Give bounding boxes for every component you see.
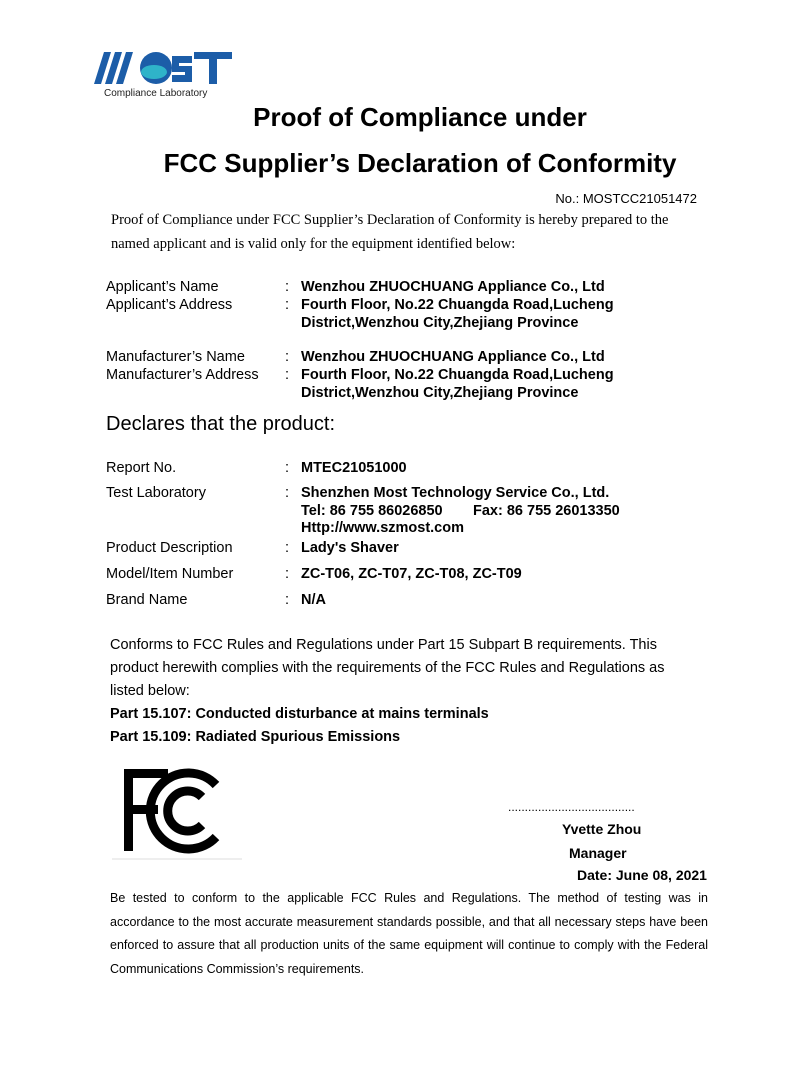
applicant-name-value: Wenzhou ZHUOCHUANG Appliance Co., Ltd (301, 279, 605, 295)
part-15-107: Part 15.107: Conducted disturbance at mains terminals (110, 706, 489, 722)
applicant-address-line1: Fourth Floor, No.22 Chuangda Road,Lucheng (301, 297, 614, 313)
model-number-label: Model/Item Number (106, 566, 234, 582)
logo-subtitle: Compliance Laboratory (104, 88, 208, 99)
brand-name-label: Brand Name (106, 592, 188, 608)
applicant-name-label: Applicant’s Name (106, 279, 219, 295)
test-lab-url: Http://www.szmost.com (301, 520, 464, 536)
manufacturer-address-line2: District,Wenzhou City,Zhejiang Province (301, 385, 579, 401)
colon: : (285, 485, 290, 501)
declares-heading: Declares that the product: (106, 413, 336, 435)
footer-statement: Be tested to conform to the applicable FCC Rules and Regulations. The method of testing was in accordance to the most accurate measurement standards possible, and that all necessary steps have been enforced to assure that all production units of the same equipment will continue to comply with the Federal Communications Commission’s requirements. (110, 891, 708, 976)
manufacturer-name-value: Wenzhou ZHUOCHUANG Appliance Co., Ltd (301, 349, 605, 365)
applicant-address-label: Applicant’s Address (106, 297, 233, 313)
test-lab-name: Shenzhen Most Technology Service Co., Ltd. (301, 485, 610, 501)
signer-name: Yvette Zhou (562, 821, 642, 837)
colon: : (285, 297, 290, 313)
page-title-line1: Proof of Compliance under (253, 102, 587, 132)
manufacturer-name-label: Manufacturer’s Name (106, 349, 245, 365)
page-title-line2: FCC Supplier’s Declaration of Conformity (163, 148, 677, 178)
colon: : (285, 540, 290, 556)
brand-name-value: N/A (301, 592, 326, 608)
signature-line: ...................................... (508, 800, 635, 814)
signer-title: Manager (569, 845, 627, 861)
report-no-value: MTEC21051000 (301, 460, 407, 476)
intro-line2: named applicant and is valid only for the equipment identified below: (111, 236, 516, 252)
conforms-line1: Conforms to FCC Rules and Regulations under Part 15 Subpart B requirements. This (110, 637, 657, 653)
colon: : (285, 460, 290, 476)
colon: : (285, 349, 290, 365)
colon: : (285, 367, 290, 383)
product-description-value: Lady's Shaver (301, 540, 399, 556)
manufacturer-address-line1: Fourth Floor, No.22 Chuangda Road,Lucheng (301, 367, 614, 383)
intro-line1: Proof of Compliance under FCC Supplier’s Declaration of Conformity is hereby prepared to the (111, 212, 669, 228)
test-lab-label: Test Laboratory (106, 485, 206, 501)
part-15-109: Part 15.109: Radiated Spurious Emissions (110, 729, 401, 745)
colon: : (285, 592, 290, 608)
fcc-logo-icon (112, 763, 242, 861)
product-description-label: Product Description (106, 540, 233, 556)
manufacturer-address-label: Manufacturer’s Address (106, 367, 259, 383)
document-number: No.: MOSTCC21051472 (555, 191, 697, 206)
test-lab-fax: Fax: 86 755 26013350 (473, 503, 620, 519)
signature-date: Date: June 08, 2021 (577, 867, 707, 883)
model-number-value: ZC-T06, ZC-T07, ZC-T08, ZC-T09 (301, 566, 522, 582)
colon: : (285, 566, 290, 582)
conforms-line2: product herewith complies with the requirements of the FCC Rules and Regulations as (110, 660, 665, 676)
report-no-label: Report No. (106, 460, 177, 476)
colon: : (285, 279, 290, 295)
applicant-address-line2: District,Wenzhou City,Zhejiang Province (301, 315, 579, 331)
conforms-line3: listed below: (110, 683, 190, 699)
test-lab-tel: Tel: 86 755 86026850 (301, 503, 443, 519)
